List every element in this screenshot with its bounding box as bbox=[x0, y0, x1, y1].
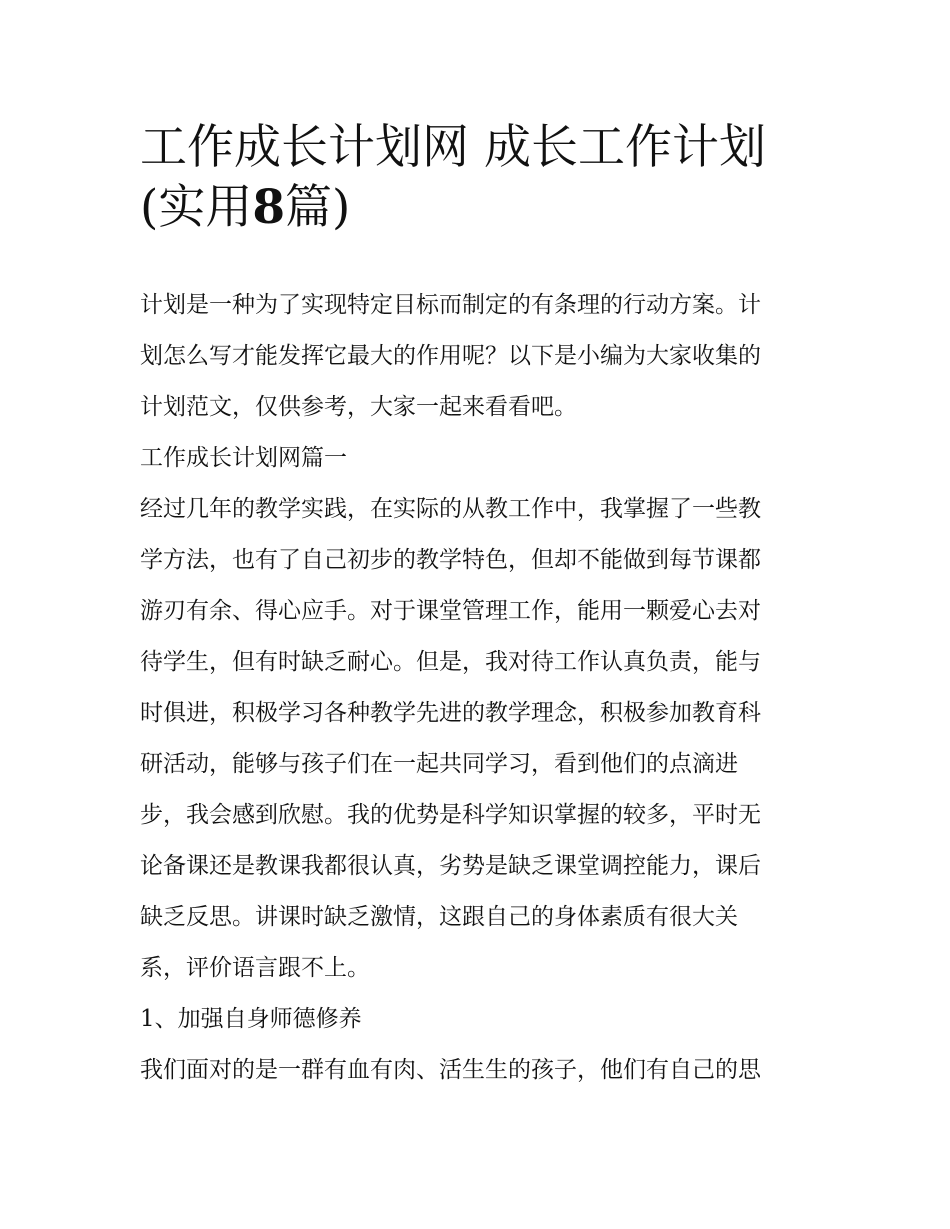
body-line: 时俱进，积极学习各种教学先进的教学理念，积极参加教育科 bbox=[140, 700, 761, 726]
body-line: 划怎么写才能发挥它最大的作用呢？以下是小编为大家收集的 bbox=[140, 343, 761, 369]
document-body bbox=[140, 280, 820, 1096]
body-line: 步，我会感到欣慰。我的优势是科学知识掌握的较多，平时无 bbox=[140, 802, 761, 828]
body-line: 缺乏反思。讲课时缺乏激情，这跟自己的身体素质有很大关 bbox=[140, 904, 738, 930]
title-line-2-open: (实用 bbox=[140, 180, 253, 235]
body-line: 经过几年的教学实践，在实际的从教工作中，我掌握了一些教 bbox=[140, 496, 761, 522]
section-heading: 工作成长计划网篇一 bbox=[140, 445, 347, 471]
title-line-2-number: 8 bbox=[252, 180, 286, 235]
title-line-2-close: 篇) bbox=[285, 180, 351, 235]
body-line: 我们面对的是一群有血有肉、活生生的孩子，他们有自己的思 bbox=[140, 1057, 761, 1083]
subsection-heading: 1、加强自身师德修养 bbox=[140, 1006, 362, 1032]
body-line: 论备课还是教课我都很认真，劣势是缺乏课堂调控能力，课后 bbox=[140, 853, 761, 879]
title-line-1: 工作成长计划网 成长工作计划 bbox=[140, 120, 766, 175]
body-line: 研活动，能够与孩子们在一起共同学习，看到他们的点滴进 bbox=[140, 751, 738, 777]
body-line: 待学生，但有时缺乏耐心。但是，我对待工作认真负责，能与 bbox=[140, 649, 761, 675]
body-line: 计划是一种为了实现特定目标而制定的有条理的行动方案。计 bbox=[140, 292, 761, 318]
body-line: 学方法，也有了自己初步的教学特色，但却不能做到每节课都 bbox=[140, 547, 761, 573]
body-line: 系，评价语言跟不上。 bbox=[140, 955, 370, 981]
body-line: 计划范文，仅供参考，大家一起来看看吧。 bbox=[140, 394, 577, 420]
document-title bbox=[140, 118, 820, 238]
body-line: 游刃有余、得心应手。对于课堂管理工作，能用一颗爱心去对 bbox=[140, 598, 761, 624]
